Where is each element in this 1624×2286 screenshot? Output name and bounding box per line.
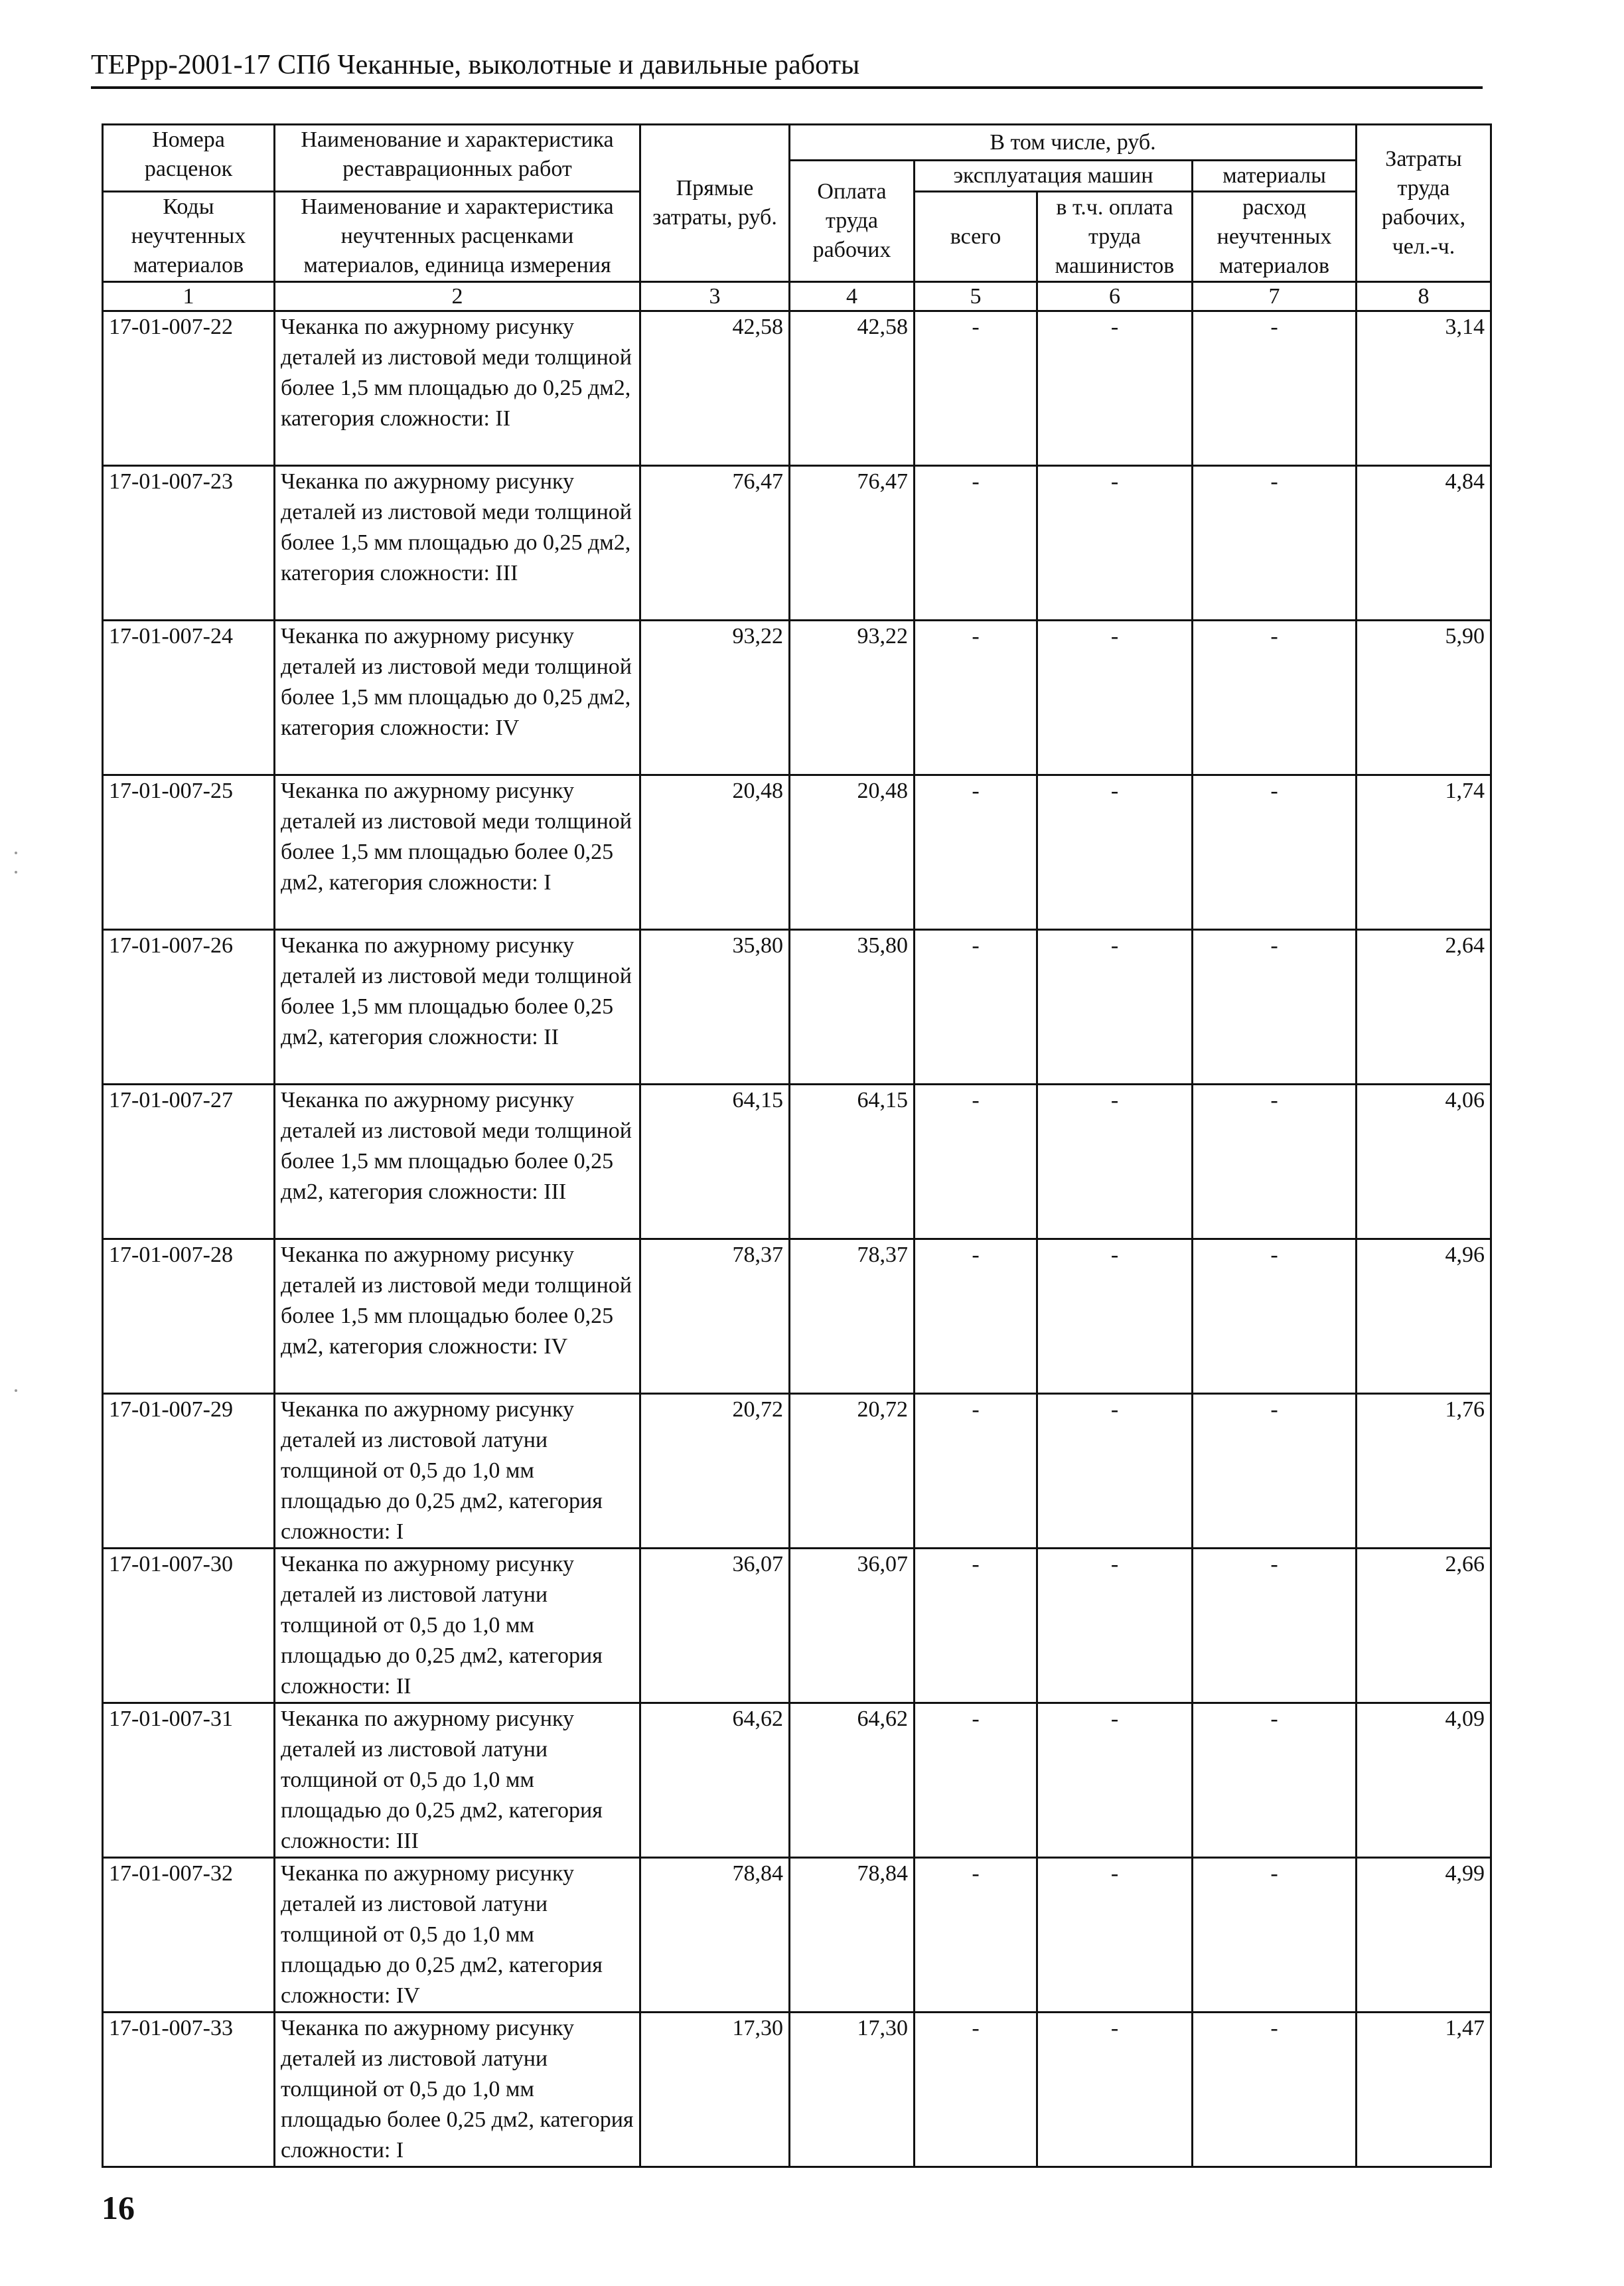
worker-pay-cell: 76,47: [790, 466, 915, 621]
labor-costs-cell: 4,96: [1357, 1239, 1491, 1394]
machines-total-header: всего: [915, 192, 1037, 282]
operator-pay-cell: -: [1037, 1549, 1193, 1703]
materials-header: материалы: [1193, 161, 1357, 192]
work-description-cell: Чеканка по ажурному рисунку деталей из листовой латуни толщиной от 0,5 до 1,0 мм площадью более 0,25 дм2, категория сложности: I: [275, 2013, 640, 2167]
labor-costs-cell: 2,64: [1357, 930, 1491, 1085]
header-rule: [91, 86, 1483, 89]
machines-header: эксплуатация машин: [915, 161, 1193, 192]
work-description-cell: Чеканка по ажурному рисунку деталей из листовой латуни толщиной от 0,5 до 1,0 мм площадью до 0,25 дм2, категория сложности: IV: [275, 1858, 640, 2013]
work-description-cell: Чеканка по ажурному рисунку деталей из листовой латуни толщиной от 0,5 до 1,0 мм площадью до 0,25 дм2, категория сложности: I: [275, 1394, 640, 1549]
worker-pay-cell: 42,58: [790, 311, 915, 466]
rate-code-cell: 17-01-007-28: [103, 1239, 275, 1394]
operator-pay-cell: -: [1037, 311, 1193, 466]
materials-consumption-cell: -: [1193, 1549, 1357, 1703]
material-code-label: Коды неучтенных материалов: [131, 194, 246, 277]
work-description-cell: Чеканка по ажурному рисунку деталей из листовой латуни толщиной от 0,5 до 1,0 мм площадью до 0,25 дм2, категория сложности: II: [275, 1549, 640, 1703]
rate-code-cell: 17-01-007-27: [103, 1085, 275, 1239]
labor-costs-cell: 1,74: [1357, 775, 1491, 930]
materials-consumption-cell: -: [1193, 1394, 1357, 1549]
table-row: [103, 1239, 1491, 1394]
page-number: 16: [102, 2189, 135, 2226]
labor-costs-cell: 4,99: [1357, 1858, 1491, 2013]
operator-pay-cell: -: [1037, 466, 1193, 621]
operator-pay-cell: -: [1037, 1239, 1193, 1394]
direct-costs-cell: 64,62: [640, 1703, 790, 1858]
machines-total-cell: -: [915, 311, 1037, 466]
work-description-cell: Чеканка по ажурному рисунку деталей из листовой меди толщиной более 1,5 мм площадью до 0,25 дм2, категория сложности: IV: [275, 621, 640, 775]
rates-table: [102, 123, 1492, 2168]
work-name-label: Наименование и характеристика реставрационных работ: [275, 125, 639, 192]
direct-costs-cell: 20,72: [640, 1394, 790, 1549]
operator-pay-cell: -: [1037, 1085, 1193, 1239]
rate-code-cell: 17-01-007-24: [103, 621, 275, 775]
rate-code-cell: 17-01-007-30: [103, 1549, 275, 1703]
labor-costs-cell: 1,76: [1357, 1394, 1491, 1549]
rate-code-cell: 17-01-007-32: [103, 1858, 275, 2013]
material-name-label: Наименование и характеристика неучтенных расценками материалов, единица измерения: [301, 194, 614, 277]
machines-total-cell: -: [915, 621, 1037, 775]
column-number: 8: [1357, 282, 1491, 311]
machines-total-cell: -: [915, 1703, 1037, 1858]
labor-costs-cell: 5,90: [1357, 621, 1491, 775]
worker-pay-cell: 36,07: [790, 1549, 915, 1703]
labor-costs-cell: 3,14: [1357, 311, 1491, 466]
rate-code-cell: 17-01-007-22: [103, 311, 275, 466]
materials-consumption-cell: -: [1193, 1085, 1357, 1239]
rate-code-cell: 17-01-007-26: [103, 930, 275, 1085]
rate-code-cell: 17-01-007-33: [103, 2013, 275, 2167]
work-description-cell: Чеканка по ажурному рисунку деталей из листовой латуни толщиной от 0,5 до 1,0 мм площадью до 0,25 дм2, категория сложности: III: [275, 1703, 640, 1858]
materials-consumption-cell: -: [1193, 1703, 1357, 1858]
worker-pay-cell: 17,30: [790, 2013, 915, 2167]
table-row: [103, 2013, 1491, 2167]
materials-consumption-cell: -: [1193, 1239, 1357, 1394]
table-row: [103, 311, 1491, 466]
table-row: [103, 621, 1491, 775]
materials-consumption-cell: -: [1193, 930, 1357, 1085]
scan-margin-mark: [15, 871, 17, 874]
rate-number-label: Номера расценок: [104, 125, 273, 192]
direct-costs-cell: 64,15: [640, 1085, 790, 1239]
table-head: [103, 125, 1491, 311]
page-header-title: ТЕРрр-2001-17 СПб Чеканные, выколотные и давильные работы: [91, 50, 860, 80]
column-numbers-row: [103, 282, 1491, 311]
worker-pay-header: Оплата труда рабочих: [790, 161, 915, 282]
work-description-cell: Чеканка по ажурному рисунку деталей из листовой меди толщиной более 1,5 мм площадью до 0,25 дм2, категория сложности: III: [275, 466, 640, 621]
table-row: [103, 1549, 1491, 1703]
rate-number-header: [103, 125, 275, 282]
materials-consumption-cell: -: [1193, 2013, 1357, 2167]
worker-pay-cell: 20,72: [790, 1394, 915, 1549]
operator-pay-cell: -: [1037, 1394, 1193, 1549]
labor-costs-cell: 4,84: [1357, 466, 1491, 621]
table-body: [103, 311, 1491, 2167]
machines-total-cell: -: [915, 1549, 1037, 1703]
labor-costs-header: Затраты труда рабочих, чел.-ч.: [1357, 125, 1491, 282]
operator-pay-header: в т.ч. оплата труда машинистов: [1037, 192, 1193, 282]
direct-costs-header: Прямые затраты, руб.: [640, 125, 790, 282]
column-number: 1: [103, 282, 275, 311]
column-number: 4: [790, 282, 915, 311]
column-number: 3: [640, 282, 790, 311]
table-row: [103, 1703, 1491, 1858]
work-description-cell: Чеканка по ажурному рисунку деталей из листовой меди толщиной более 1,5 мм площадью до 0,25 дм2, категория сложности: II: [275, 311, 640, 466]
worker-pay-cell: 78,84: [790, 1858, 915, 2013]
machines-total-cell: -: [915, 1394, 1037, 1549]
worker-pay-cell: 78,37: [790, 1239, 915, 1394]
operator-pay-cell: -: [1037, 775, 1193, 930]
labor-costs-cell: 2,66: [1357, 1549, 1491, 1703]
operator-pay-cell: -: [1037, 1703, 1193, 1858]
column-number: 2: [275, 282, 640, 311]
work-description-cell: Чеканка по ажурному рисунку деталей из листовой меди толщиной более 1,5 мм площадью более 0,25 дм2, категория сложности: III: [275, 1085, 640, 1239]
direct-costs-cell: 35,80: [640, 930, 790, 1085]
table-row: [103, 1858, 1491, 2013]
worker-pay-cell: 35,80: [790, 930, 915, 1085]
operator-pay-cell: -: [1037, 2013, 1193, 2167]
worker-pay-cell: 20,48: [790, 775, 915, 930]
direct-costs-cell: 76,47: [640, 466, 790, 621]
scan-margin-mark: [15, 852, 17, 854]
operator-pay-cell: -: [1037, 930, 1193, 1085]
machines-total-cell: -: [915, 466, 1037, 621]
scan-margin-mark: [15, 1389, 17, 1392]
materials-consumption-cell: -: [1193, 621, 1357, 775]
machines-total-cell: -: [915, 2013, 1037, 2167]
direct-costs-cell: 20,48: [640, 775, 790, 930]
rate-code-cell: 17-01-007-31: [103, 1703, 275, 1858]
direct-costs-cell: 42,58: [640, 311, 790, 466]
direct-costs-cell: 93,22: [640, 621, 790, 775]
operator-pay-cell: -: [1037, 1858, 1193, 2013]
worker-pay-cell: 93,22: [790, 621, 915, 775]
table-row: [103, 466, 1491, 621]
direct-costs-cell: 78,37: [640, 1239, 790, 1394]
table-row: [103, 930, 1491, 1085]
work-description-cell: Чеканка по ажурному рисунку деталей из листовой меди толщиной более 1,5 мм площадью более 0,25 дм2, категория сложности: I: [275, 775, 640, 930]
column-number: 7: [1193, 282, 1357, 311]
materials-consumption-cell: -: [1193, 1858, 1357, 2013]
direct-costs-cell: 17,30: [640, 2013, 790, 2167]
column-number: 5: [915, 282, 1037, 311]
worker-pay-cell: 64,62: [790, 1703, 915, 1858]
table-row: [103, 1085, 1491, 1239]
work-description-cell: Чеканка по ажурному рисунку деталей из листовой меди толщиной более 1,5 мм площадью более 0,25 дм2, категория сложности: II: [275, 930, 640, 1085]
rate-code-cell: 17-01-007-23: [103, 466, 275, 621]
machines-total-cell: -: [915, 930, 1037, 1085]
materials-consumption-cell: -: [1193, 466, 1357, 621]
labor-costs-cell: 4,09: [1357, 1703, 1491, 1858]
labor-costs-cell: 1,47: [1357, 2013, 1491, 2167]
table-row: [103, 1394, 1491, 1549]
direct-costs-cell: 78,84: [640, 1858, 790, 2013]
including-header: В том числе, руб.: [790, 125, 1357, 161]
work-name-header: [275, 125, 640, 282]
materials-consumption-cell: -: [1193, 775, 1357, 930]
machines-total-cell: -: [915, 1239, 1037, 1394]
labor-costs-cell: 4,06: [1357, 1085, 1491, 1239]
work-description-cell: Чеканка по ажурному рисунку деталей из листовой меди толщиной более 1,5 мм площадью более 0,25 дм2, категория сложности: IV: [275, 1239, 640, 1394]
materials-consumption-header: расход неучтенных материалов: [1193, 192, 1357, 282]
machines-total-cell: -: [915, 1085, 1037, 1239]
operator-pay-cell: -: [1037, 621, 1193, 775]
machines-total-cell: -: [915, 1858, 1037, 2013]
column-number: 6: [1037, 282, 1193, 311]
rate-code-cell: 17-01-007-25: [103, 775, 275, 930]
worker-pay-cell: 64,15: [790, 1085, 915, 1239]
direct-costs-cell: 36,07: [640, 1549, 790, 1703]
machines-total-cell: -: [915, 775, 1037, 930]
rate-code-cell: 17-01-007-29: [103, 1394, 275, 1549]
materials-consumption-cell: -: [1193, 311, 1357, 466]
table-row: [103, 775, 1491, 930]
